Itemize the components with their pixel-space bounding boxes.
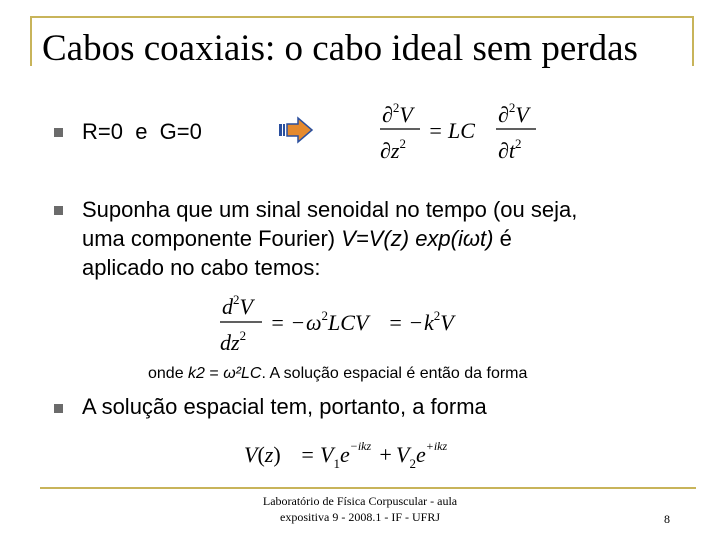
- svg-text:=: =: [428, 118, 443, 143]
- svg-text:d2V: $d^2V$: [222, 292, 253, 319]
- svg-text:V2e+ikz: $V_2e^{+ikz}$: [396, 439, 448, 471]
- note-k2: k2: [188, 365, 205, 382]
- telegrapher-equation: [376, 96, 546, 166]
- helmholtz-equation: [216, 290, 486, 356]
- note-omega-lc: ω²LC: [223, 365, 262, 382]
- svg-text:V(z): V(z): [244, 442, 281, 467]
- footer-line-1: Laboratório de Física Corpuscular - aula: [262, 494, 458, 508]
- bullet-2-line-3: aplicado no cabo temos:: [82, 255, 321, 280]
- bullet-2-line-2-pre: uma componente Fourier): [82, 226, 342, 251]
- svg-text:ω2LCV: $\omega^2LCV$: [306, 308, 369, 335]
- bullet-1-text: R=0 e G=0: [82, 119, 202, 144]
- bullet-3-text: A solução espacial tem, portanto, a forma: [82, 394, 487, 419]
- svg-text:k2V: $k^2V$: [424, 308, 454, 335]
- title-frame-right: [692, 16, 694, 66]
- bullet-2-text: [82, 195, 692, 282]
- bullet-2-line-2-post: é: [493, 226, 512, 251]
- footer-line-2: expositiva 9 - 2008.1 - IF - UFRJ: [280, 510, 440, 524]
- svg-text:= −: = −: [388, 310, 424, 335]
- svg-text:∂t2: $\partial t^2$: [498, 136, 522, 163]
- bullet-2-line-2: [82, 224, 692, 253]
- note-text: [148, 364, 527, 384]
- bullet-2-line-1: Suponha que um sinal senoidal no tempo (ou seja,: [82, 197, 578, 222]
- solution-equation: [240, 432, 460, 478]
- svg-text:∂z2: $\partial z^2$: [380, 136, 406, 163]
- svg-text:dz2: $dz^2$: [220, 328, 247, 355]
- svg-text:∂2V: ∂$^2$V: [498, 100, 529, 127]
- title-frame-top: [30, 16, 694, 18]
- fourier-component-expression: V=V(z) exp(iωt): [341, 226, 494, 251]
- svg-text:V1e−ikz: $V_1e^{-ikz}$: [320, 439, 372, 471]
- svg-text:∂2V: ∂$^2$V: [382, 100, 413, 127]
- note-post: . A solução espacial é então da forma: [261, 365, 528, 382]
- square-bullet-icon: [54, 128, 63, 137]
- svg-text:LC: LC: [448, 118, 475, 143]
- square-bullet-icon: [54, 206, 63, 215]
- square-bullet-icon: [54, 404, 63, 413]
- footer-text: [240, 493, 480, 525]
- svg-text:= −: = −: [270, 310, 306, 335]
- note-pre: onde: [148, 365, 189, 382]
- right-arrow-icon: [278, 116, 314, 144]
- title-frame-left: [30, 16, 32, 66]
- svg-text:=: =: [300, 442, 315, 467]
- svg-text:+: +: [378, 442, 393, 467]
- note-equals: =: [204, 365, 224, 382]
- slide-title: Cabos coaxiais: o cabo ideal sem perdas: [42, 28, 638, 69]
- page-number: 8: [664, 512, 670, 526]
- footer-divider: [40, 487, 696, 489]
